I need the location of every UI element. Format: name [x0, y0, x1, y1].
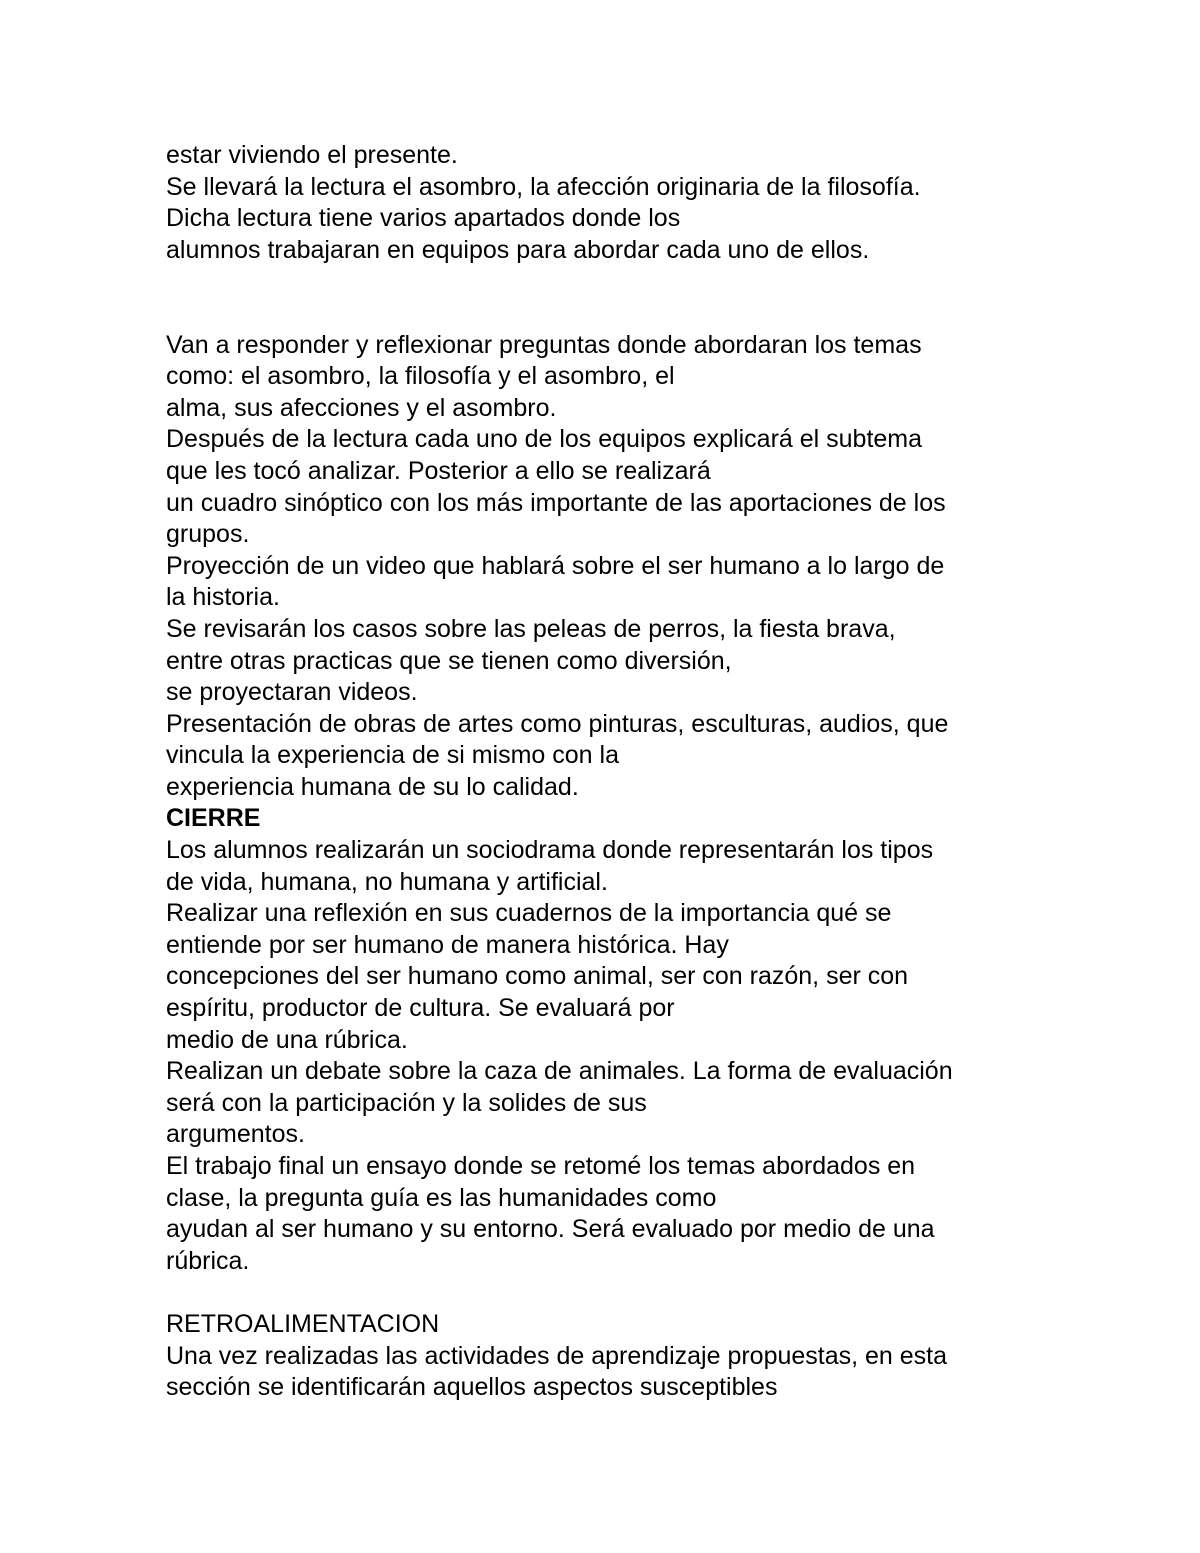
text-line: alma, sus afecciones y el asombro.: [166, 393, 557, 422]
text-line: clase, la pregunta guía es las humanidades como: [166, 1183, 717, 1212]
text-line: El trabajo final un ensayo donde se retomé los temas abordados en: [166, 1152, 916, 1180]
text-line: Los alumnos realizarán un sociodrama donde representarán los tipos: [166, 836, 934, 865]
text-line: como: el asombro, la filosofía y el asombro, el: [166, 362, 675, 391]
text-line: ayudan al ser humano y su entorno. Será evaluado por medio de una: [166, 1215, 935, 1244]
text-line: experiencia humana de su lo calidad.: [166, 772, 579, 801]
text-line: Van a responder y reflexionar preguntas donde abordaran los temas: [166, 330, 922, 359]
text-line: Después de la lectura cada uno de los equipos explicará el subtema: [166, 425, 923, 454]
text-line: la historia.: [166, 583, 280, 612]
section-heading-retroalimentacion: RETROALIMENTACION: [166, 1309, 440, 1338]
text-line: Dicha lectura tiene varios apartados donde los: [166, 204, 681, 233]
text-line: de vida, humana, no humana y artificial.: [166, 867, 608, 896]
blank-line: [166, 266, 1066, 298]
text-line: un cuadro sinóptico con los más importante de las aportaciones de los: [166, 488, 946, 517]
text-line: estar viviendo el presente.: [166, 141, 458, 169]
text-line: argumentos.: [166, 1120, 305, 1149]
text-line: concepciones del ser humano como animal, ser con razón, ser con: [166, 962, 909, 991]
text-line: rúbrica.: [166, 1246, 250, 1275]
text-line: Realizan un debate sobre la caza de animales. La forma de evaluación: [166, 1057, 953, 1086]
blank-line: [166, 298, 1066, 330]
text-line: medio de una rúbrica.: [166, 1025, 408, 1054]
text-line: espíritu, productor de cultura. Se evaluará por: [166, 994, 675, 1023]
text-line: alumnos trabajaran en equipos para abordar cada uno de ellos.: [166, 235, 870, 264]
text-line: entiende por ser humano de manera histórica. Hay: [166, 930, 729, 959]
document-body: [166, 140, 1066, 1404]
text-line: vincula la experiencia de si mismo con la: [166, 741, 619, 770]
section-heading-cierre: CIERRE: [166, 804, 261, 833]
text-line: grupos.: [166, 520, 250, 549]
text-line: Se revisarán los casos sobre las peleas de perros, la fiesta brava,: [166, 614, 896, 643]
text-line: Realizar una reflexión en sus cuadernos de la importancia qué se: [166, 899, 892, 928]
text-line: entre otras practicas que se tienen como diversión,: [166, 646, 732, 675]
blank-line: [166, 1277, 1066, 1309]
text-line: Una vez realizadas las actividades de aprendizaje propuestas, en esta: [166, 1341, 948, 1370]
text-line: sección se identificarán aquellos aspectos susceptibles: [166, 1373, 778, 1402]
text-line: se proyectaran videos.: [166, 678, 418, 707]
text-line: Se llevará la lectura el asombro, la afección originaria de la filosofía.: [166, 172, 921, 201]
text-line: Proyección de un video que hablará sobre el ser humano a lo largo de: [166, 551, 945, 580]
text-line: que les tocó analizar. Posterior a ello se realizará: [166, 456, 711, 485]
text-line: Presentación de obras de artes como pinturas, esculturas, audios, que: [166, 709, 949, 738]
text-line: será con la participación y la solides de sus: [166, 1088, 647, 1117]
